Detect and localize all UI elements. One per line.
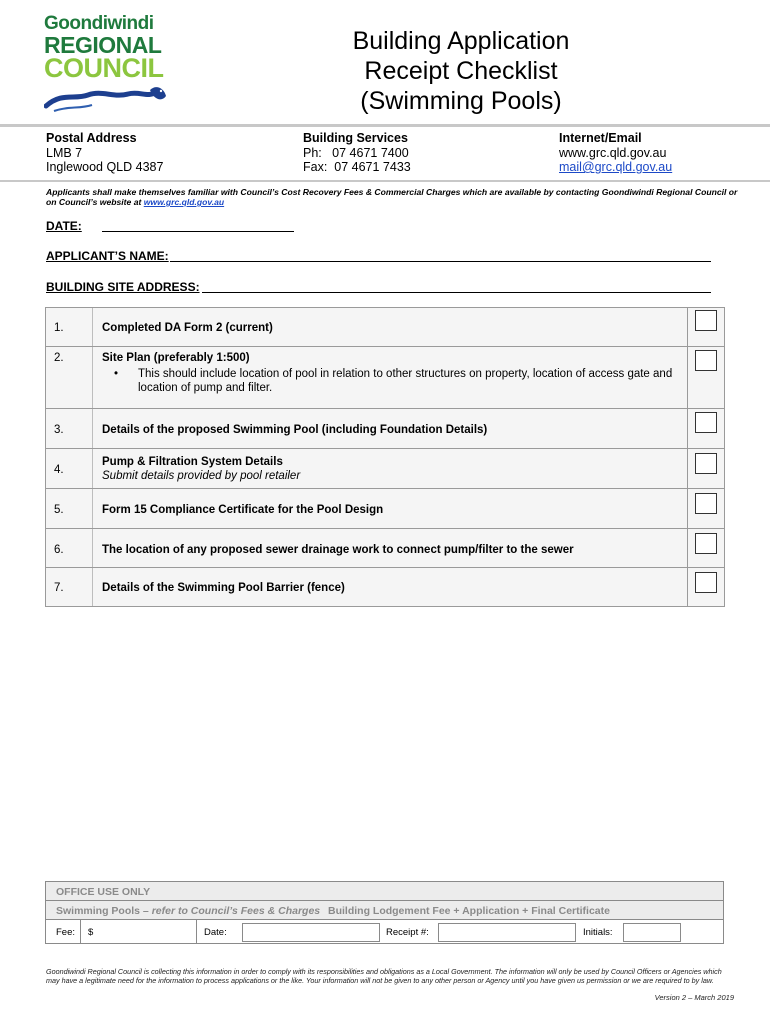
fee-type-prefix: Swimming Pools – bbox=[56, 905, 152, 917]
office-entry-row bbox=[46, 919, 723, 944]
applicant-name-label: APPLICANT’S NAME: bbox=[46, 249, 169, 263]
fee-type-reference: refer to Council’s Fees & Charges bbox=[151, 905, 321, 917]
office-date-input[interactable] bbox=[242, 923, 380, 942]
site-address-field bbox=[46, 280, 716, 294]
header-divider bbox=[0, 124, 770, 127]
checkbox-item-3[interactable] bbox=[695, 412, 717, 433]
logo-line-1: Goondiwindi bbox=[44, 13, 154, 34]
fee-description: Building Lodgement Fee + Application + Final Certificate bbox=[328, 905, 610, 917]
notice-text: Applicants shall make themselves familiar with Council’s Cost Recovery Fees & Commercial Charges which are available by contacting Goondiwindi Regional Council or on Council’s website at bbox=[46, 187, 738, 207]
checkbox-item-7[interactable] bbox=[695, 572, 717, 593]
bullet-dot-icon: • bbox=[114, 368, 119, 380]
applicant-name-blank-line[interactable] bbox=[170, 261, 711, 262]
checklist-row-2 bbox=[46, 346, 724, 408]
postal-line-2: Inglewood QLD 4387 bbox=[46, 160, 164, 174]
website-text: www.grc.qld.gov.au bbox=[559, 145, 667, 160]
item-title: Details of the proposed Swimming Pool (including Foundation Details) bbox=[102, 424, 488, 436]
building-services-block bbox=[303, 131, 411, 175]
checkbox-item-2[interactable] bbox=[695, 350, 717, 371]
date-field bbox=[46, 219, 306, 233]
postal-heading: Postal Address bbox=[46, 131, 137, 145]
item-title: Details of the Swimming Pool Barrier (fence) bbox=[102, 582, 345, 594]
checklist-row-3 bbox=[46, 408, 724, 448]
document-title bbox=[300, 26, 622, 116]
phone-number: Ph: 07 4671 7400 bbox=[303, 145, 409, 160]
contact-divider bbox=[0, 180, 770, 182]
initials-label: Initials: bbox=[583, 927, 613, 938]
item-number: 3. bbox=[54, 424, 64, 436]
site-address-blank-line[interactable] bbox=[202, 292, 711, 293]
receipt-label: Receipt #: bbox=[386, 927, 429, 938]
receipt-number-input[interactable] bbox=[438, 923, 576, 942]
checkbox-item-1[interactable] bbox=[695, 310, 717, 331]
internet-heading: Internet/Email bbox=[559, 131, 642, 145]
river-emblem-icon bbox=[44, 78, 169, 118]
item-note: Submit details provided by pool retailer bbox=[102, 470, 301, 482]
website-link[interactable]: www.grc.qld.gov.au bbox=[143, 197, 225, 207]
checkbox-item-6[interactable] bbox=[695, 533, 717, 554]
checklist-row-7 bbox=[46, 567, 724, 606]
item-title: Site Plan (preferably 1:500) bbox=[102, 352, 250, 364]
item-title: Completed DA Form 2 (current) bbox=[102, 322, 273, 334]
applicant-name-field bbox=[46, 249, 716, 263]
office-use-heading: OFFICE USE ONLY bbox=[46, 882, 723, 900]
item-number: 4. bbox=[54, 464, 64, 476]
fee-type-row bbox=[46, 900, 723, 919]
fees-notice bbox=[46, 187, 746, 207]
title-line-1: Building Application bbox=[352, 27, 570, 55]
title-line-2: Receipt Checklist bbox=[364, 57, 558, 85]
date-label-office: Date: bbox=[204, 927, 227, 938]
bullet-text: This should include location of pool in relation to other structures on property, location of access gate and location of pump and filter. bbox=[138, 368, 673, 394]
title-line-3: (Swimming Pools) bbox=[360, 87, 562, 115]
postal-address-block bbox=[46, 131, 163, 175]
site-address-label: BUILDING SITE ADDRESS: bbox=[46, 280, 200, 294]
date-label: DATE: bbox=[46, 219, 82, 233]
office-use-table bbox=[45, 881, 724, 944]
item-title: Form 15 Compliance Certificate for the Pool Design bbox=[102, 504, 384, 516]
item-number: 5. bbox=[54, 504, 64, 516]
fee-type bbox=[56, 905, 320, 917]
item-number: 2. bbox=[54, 352, 64, 364]
fax-number: Fax: 07 4671 7433 bbox=[303, 160, 411, 174]
version-label: Version 2 – March 2019 bbox=[654, 993, 734, 1002]
date-blank-line[interactable] bbox=[102, 231, 294, 232]
checklist-table bbox=[45, 307, 725, 607]
logo-line-3: COUNCIL bbox=[44, 53, 164, 83]
initials-input[interactable] bbox=[623, 923, 681, 942]
postal-line-1: LMB 7 bbox=[46, 145, 83, 160]
checklist-row-5 bbox=[46, 488, 724, 528]
internet-email-block bbox=[559, 131, 672, 175]
dollar-sign: $ bbox=[88, 927, 94, 938]
council-logo bbox=[44, 14, 174, 118]
checklist-row-6 bbox=[46, 528, 724, 567]
item-number: 7. bbox=[54, 582, 64, 594]
building-heading: Building Services bbox=[303, 131, 408, 145]
fee-label: Fee: bbox=[56, 927, 76, 938]
email-link[interactable]: mail@grc.qld.gov.au bbox=[559, 160, 673, 174]
item-title: Pump & Filtration System Details bbox=[102, 456, 283, 468]
checkbox-item-5[interactable] bbox=[695, 493, 717, 514]
logo-line-2: REGIONAL bbox=[44, 32, 162, 58]
checklist-row-1 bbox=[46, 308, 724, 346]
item-title: The location of any proposed sewer drainage work to connect pump/filter to the sewer bbox=[102, 544, 574, 556]
item-bullet bbox=[102, 367, 684, 395]
item-number: 6. bbox=[54, 544, 64, 556]
checklist-row-4 bbox=[46, 448, 724, 488]
checkbox-item-4[interactable] bbox=[695, 453, 717, 474]
item-number: 1. bbox=[54, 322, 64, 334]
privacy-statement: Goondiwindi Regional Council is collecting this information in order to comply with its responsibilities and obligations as a Local Government. The information will only be used by Council Officers or Agencies which may have a legitimate need for the information to process applications or the like. Your information will not be given to any other person or Agency until you have given us permission or we are required to by law. bbox=[46, 967, 722, 985]
